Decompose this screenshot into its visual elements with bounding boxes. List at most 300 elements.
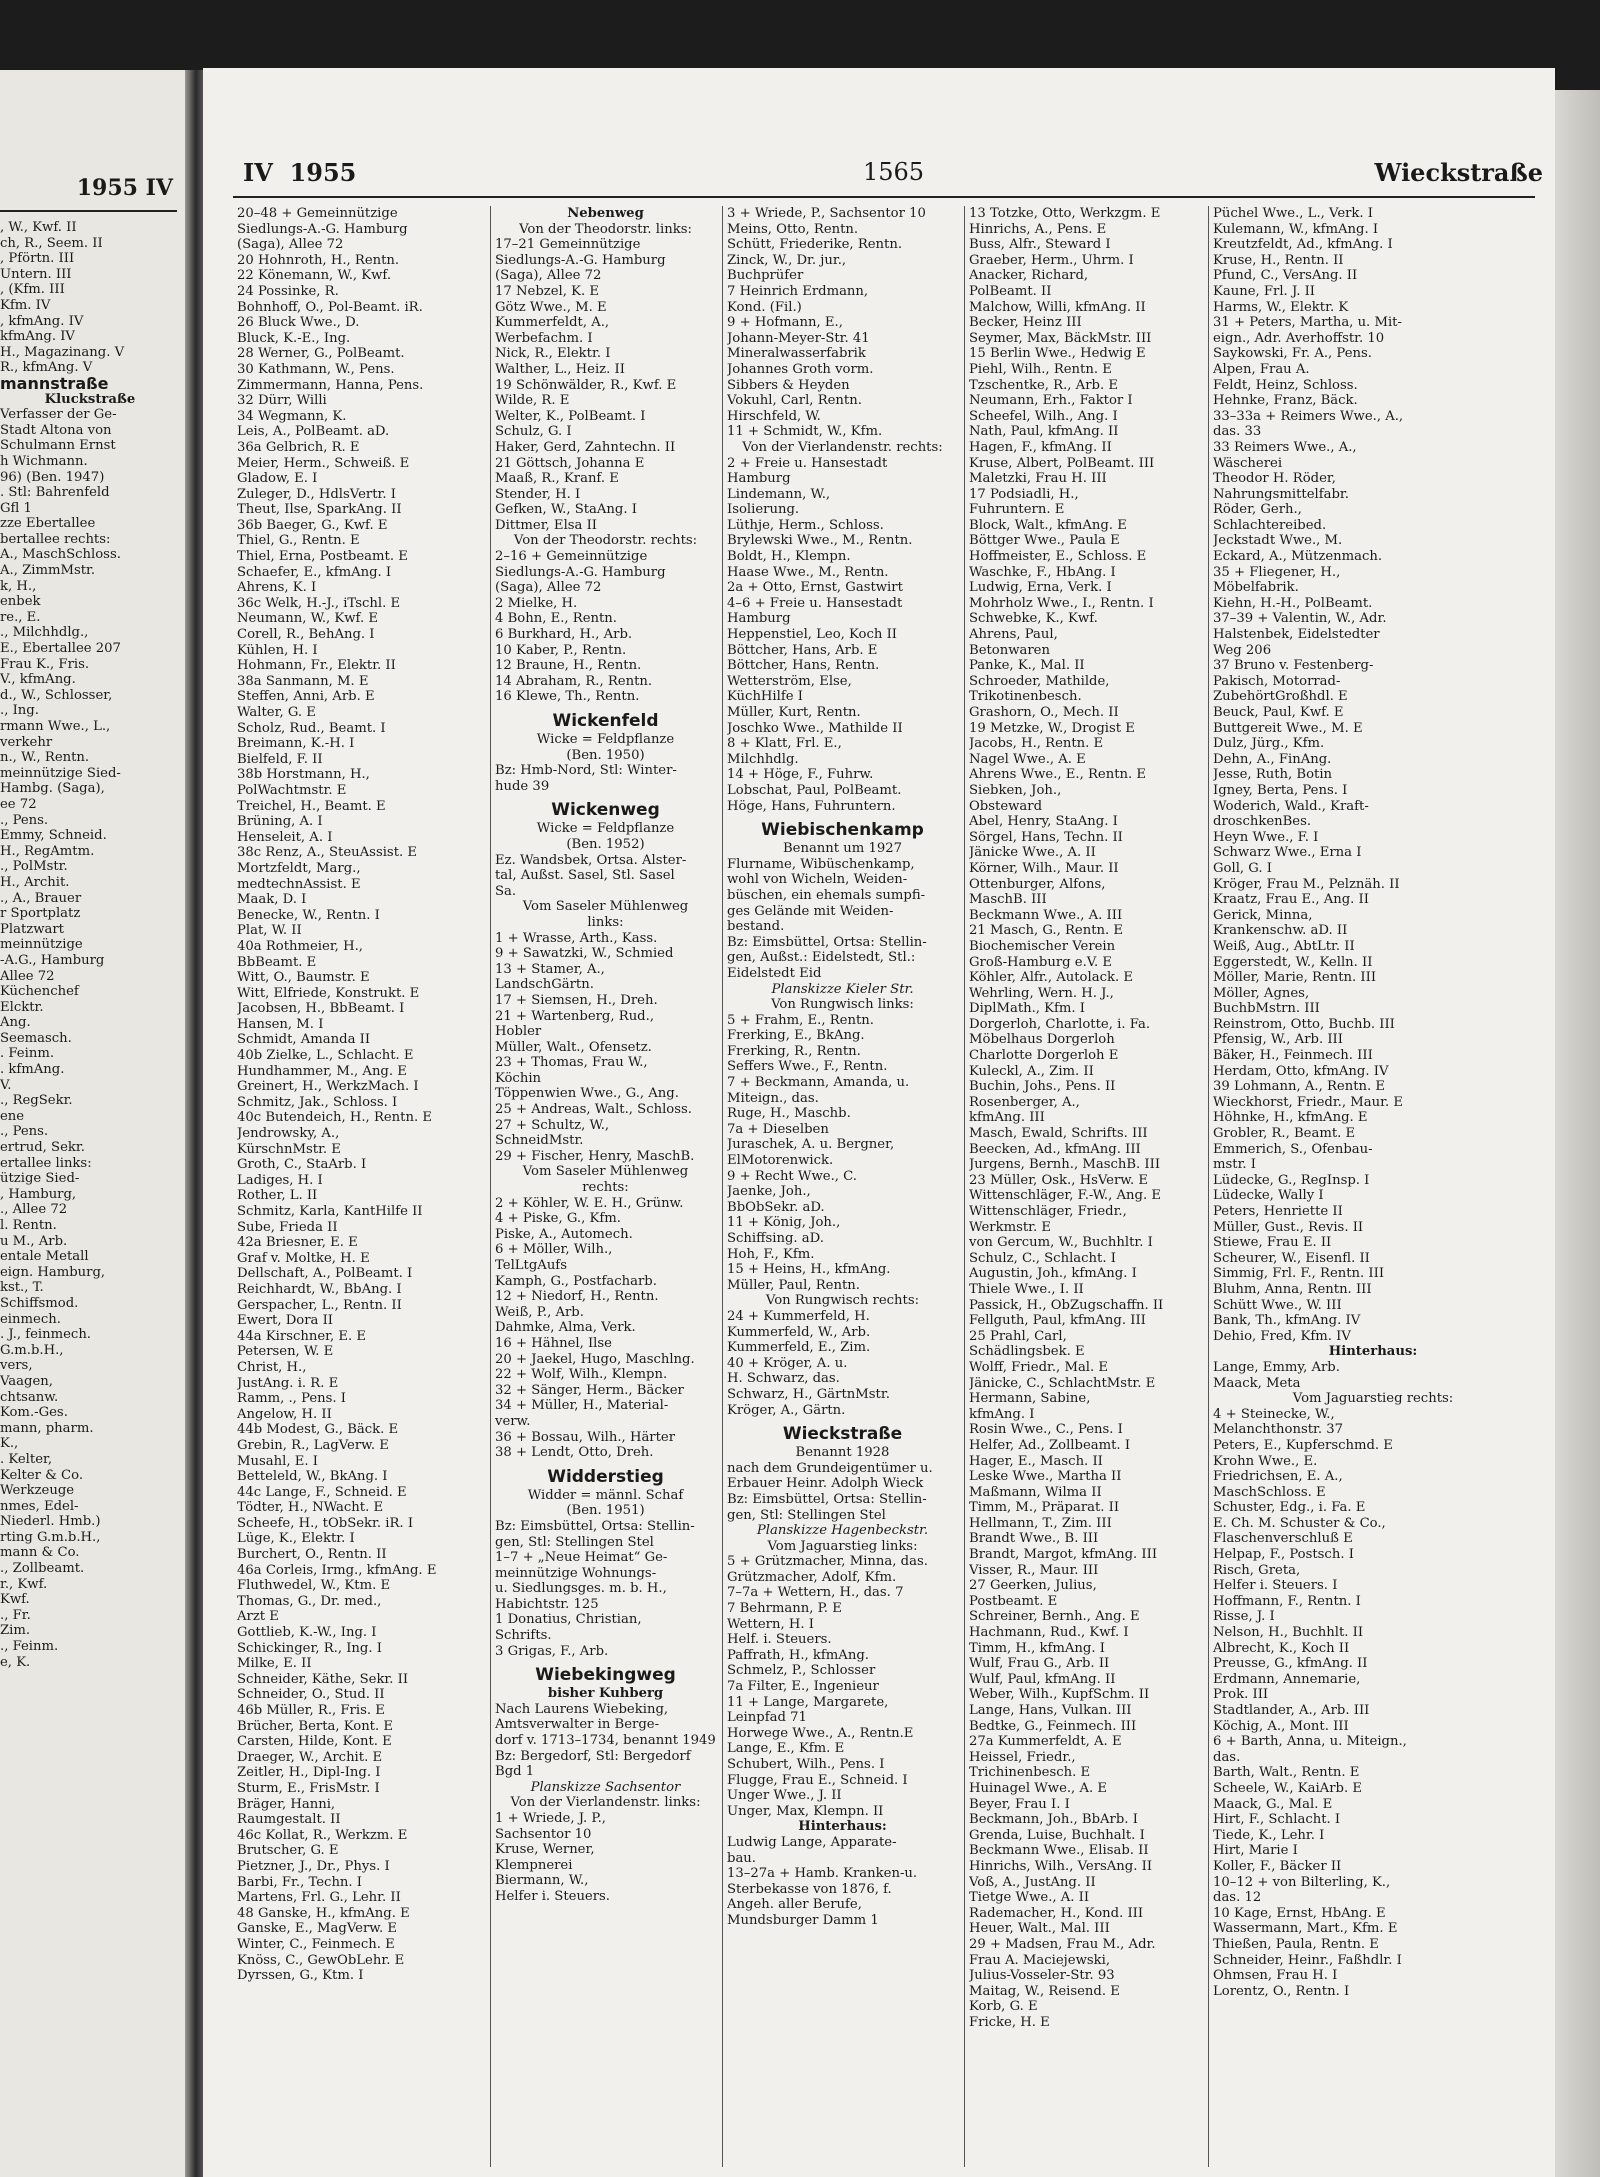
section-note: Benannt um 1927 xyxy=(782,841,903,857)
directory-entry: Müller, Kurt, Rentn. xyxy=(727,705,861,720)
directory-entry: 48 Ganske, H., kfmAng. E xyxy=(237,1905,410,1921)
left-page-line: Kelter & Co. xyxy=(0,1467,84,1483)
directory-entry: Thießen, Paula, Rentn. E xyxy=(1213,1936,1379,1952)
directory-entry: Frerking, E., BkAng. xyxy=(727,1028,865,1044)
left-page-line: Gfl 1 xyxy=(0,500,32,516)
directory-entry: Grebin, R., LagVerw. E xyxy=(237,1437,389,1453)
left-page-line: mann, pharm. xyxy=(0,1420,94,1436)
directory-entry: Körner, Wilh., Maur. II xyxy=(969,860,1119,876)
directory-entry: Meins, Otto, Rentn. xyxy=(727,221,859,237)
directory-entry: Biochemischer Verein xyxy=(969,938,1116,954)
directory-entry: Knöss, C., GewObLehr. E xyxy=(237,1952,405,1968)
directory-entry: Nahrungsmittelfabr. xyxy=(1213,486,1349,502)
section-note: Von Rungwisch rechts: xyxy=(765,1293,920,1309)
directory-entry: Burchert, O., Rentn. II xyxy=(237,1547,387,1563)
directory-entry: Hermann, Sabine, xyxy=(969,1391,1091,1407)
directory-entry: Helfer i. Steuers. xyxy=(495,1888,611,1904)
left-page-line: Allee 72 xyxy=(0,968,55,984)
left-page-line: einmech. xyxy=(0,1311,61,1327)
directory-entry: Nagel Wwe., A. E xyxy=(969,751,1086,767)
directory-entry: Röder, Gerh., xyxy=(1213,502,1302,518)
directory-entry: Dorgerloh, Charlotte, i. Fa. xyxy=(969,1016,1151,1032)
left-page-line: eign. Hamburg, xyxy=(0,1264,106,1280)
left-page-line: e, K. xyxy=(0,1654,31,1670)
directory-entry: Möller, Agnes, xyxy=(1213,985,1310,1001)
left-page-line: bertallee rechts: xyxy=(0,531,111,547)
directory-entry: Heissel, Friedr., xyxy=(969,1749,1076,1765)
directory-entry: Bank, Th., kfmAng. IV xyxy=(1213,1313,1361,1329)
directory-entry: Scholz, Rud., Beamt. I xyxy=(237,720,386,736)
directory-entry: Sterbekasse von 1876, f. xyxy=(727,1881,892,1897)
directory-entry: Bräger, Hanni, xyxy=(237,1796,336,1812)
directory-entry: Heuer, Walt., Mal. III xyxy=(969,1921,1110,1937)
directory-entry: Schneider, O., Stud. II xyxy=(237,1687,385,1703)
directory-entry: KüchHilfe I xyxy=(727,689,803,705)
directory-entry: Götz Wwe., M. E xyxy=(495,299,607,315)
directory-entry: meinnützige Wohnungs- xyxy=(495,1565,657,1581)
directory-entry: Kond. (Fil.) xyxy=(727,299,802,315)
directory-entry: Kruse, Werner, xyxy=(495,1842,595,1858)
directory-entry: Heppenstiel, Leo, Koch II xyxy=(727,627,897,643)
directory-entry: 40 + Kröger, A. u. xyxy=(727,1355,848,1371)
left-page-line: Zim. xyxy=(0,1623,31,1639)
directory-entry: 23 Müller, Osk., HsVerw. E xyxy=(969,1172,1149,1188)
directory-entry: Krohn Wwe., E. xyxy=(1213,1453,1318,1469)
directory-entry: Stender, H. I xyxy=(495,486,581,502)
directory-entry: Harms, W., Elektr. K xyxy=(1213,299,1349,315)
directory-entry: 20 Hohnroth, H., Rentn. xyxy=(237,252,400,268)
columns-container xyxy=(233,206,1539,2167)
directory-entry: Bäker, H., Feinmech. III xyxy=(1213,1048,1373,1064)
directory-entry: Tödter, H., NWacht. E xyxy=(237,1500,384,1516)
directory-entry: Jendrowsky, A., xyxy=(237,1126,340,1142)
directory-entry: 11 + Schmidt, W., Kfm. xyxy=(727,424,883,440)
left-page-line: kfmAng. IV xyxy=(0,329,75,345)
directory-entry: büschen, ein ehemals sumpfi- xyxy=(727,887,926,903)
directory-entry: Piehl, Wilh., Rentn. E xyxy=(969,361,1112,377)
directory-entry: Möbelfabrik. xyxy=(1213,580,1299,596)
street-heading: Wiebekingweg xyxy=(535,1665,676,1686)
left-page-line: Kluckstraße xyxy=(44,391,136,407)
directory-entry: Pfensig, W., Arb. III xyxy=(1213,1032,1343,1048)
directory-entry: Petersen, W. E xyxy=(237,1344,334,1360)
directory-entry: 9 + Recht Wwe., C. xyxy=(727,1168,857,1184)
directory-entry: Charlotte Dorgerloh E xyxy=(969,1048,1119,1064)
directory-entry: droschkenBes. xyxy=(1213,814,1312,830)
directory-entry: Hamburg xyxy=(727,471,791,487)
directory-entry: Schrifts. xyxy=(495,1628,552,1644)
directory-entry: BbBeamt. E xyxy=(237,954,317,970)
directory-entry: Maack, Meta xyxy=(1213,1375,1301,1391)
left-page-line: R., kfmAng. V xyxy=(0,360,93,376)
directory-entry: kfmAng. I xyxy=(969,1406,1035,1422)
directory-entry: Barth, Walt., Rentn. E xyxy=(1213,1765,1360,1781)
directory-entry: wohl von Wicheln, Weiden- xyxy=(727,872,908,888)
left-page-line: ., Allee 72 xyxy=(0,1202,68,1218)
directory-entry: Jurgens, Bernh., MaschB. III xyxy=(969,1157,1161,1173)
directory-entry: Wittenschläger, Friedr., xyxy=(969,1204,1127,1219)
directory-entry: 32 + Sänger, Herm., Bäcker xyxy=(495,1382,684,1398)
directory-entry: Halstenbek, Eidelstedter xyxy=(1213,627,1380,643)
volume-label: IV xyxy=(243,158,273,187)
section-note: Von Rungwisch links: xyxy=(771,997,914,1013)
directory-entry: Obsteward xyxy=(969,798,1043,814)
directory-entry: Lobschat, Paul, PolBeamt. xyxy=(727,782,902,798)
section-note: Von der Vierlandenstr. rechts: xyxy=(742,439,943,455)
left-page-column xyxy=(0,220,180,1670)
directory-entry: Benecke, W., Rentn. I xyxy=(237,907,380,923)
directory-entry: Simmig, Frl. F., Rentn. III xyxy=(1213,1266,1385,1282)
directory-entry: Frerking, R., Rentn. xyxy=(727,1043,861,1059)
directory-entry: Schneider, Heinr., Faßhdlr. I xyxy=(1213,1952,1402,1968)
left-page-line: entale Metall xyxy=(0,1249,89,1265)
directory-entry: 40c Butendeich, H., Rentn. E xyxy=(237,1110,432,1126)
section-note: Widder = männl. Schaf xyxy=(527,1487,684,1503)
directory-entry: Müller, Paul, Rentn. xyxy=(727,1277,860,1293)
directory-entry: 4 Bohn, E., Rentn. xyxy=(495,611,617,627)
left-page-line: enbek xyxy=(0,594,41,610)
directory-entry: Brüning, A. I xyxy=(237,814,323,830)
directory-entry: Mundsburger Damm 1 xyxy=(727,1912,879,1928)
directory-entry: Jacobsen, H., BbBeamt. I xyxy=(237,1001,405,1017)
directory-entry: Hinrichs, A., Pens. E xyxy=(969,221,1107,237)
column-4 xyxy=(965,206,1209,2167)
directory-entry: Friedrichsen, E. A., xyxy=(1213,1469,1343,1485)
street-heading: Wieckstraße xyxy=(782,1424,903,1445)
left-page-line: ., Milchhdlg., xyxy=(0,625,89,641)
directory-entry: Stiewe, Frau E. II xyxy=(1213,1235,1332,1251)
directory-entry: Grenda, Luise, Buchhalt. I xyxy=(969,1827,1145,1843)
section-note: Von der Vierlandenstr. links: xyxy=(510,1795,701,1811)
directory-entry: medtechnAssist. E xyxy=(237,876,361,892)
directory-entry: gen, Stl: Stellingen Stel xyxy=(495,1534,654,1550)
directory-entry: 11 + König, Joh., xyxy=(727,1215,841,1231)
directory-entry: PolBeamt. II xyxy=(969,283,1052,299)
section-note: Benannt 1928 xyxy=(795,1445,890,1461)
directory-entry: Ganske, E., MagVerw. E xyxy=(237,1921,397,1937)
left-page-line: Platzwart xyxy=(0,921,64,937)
left-page-line: ee 72 xyxy=(0,796,37,812)
directory-entry: Hobler xyxy=(495,1024,542,1040)
directory-entry: 1 + Wrasse, Arth., Kass. xyxy=(495,930,658,946)
directory-entry: Postbeamt. E xyxy=(969,1593,1058,1609)
directory-entry: Bohnhoff, O., Pol-Beamt. iR. xyxy=(237,299,423,315)
directory-entry: Trichinenbesch. E xyxy=(969,1765,1091,1781)
left-page-line: rmann Wwe., L., xyxy=(0,719,111,734)
left-page-line: k, H., xyxy=(0,578,37,594)
directory-entry: Buchin, Johs., Pens. II xyxy=(969,1079,1116,1095)
directory-entry: 30 Kathmann, W., Pens. xyxy=(237,361,395,377)
left-page-line: , Pförtn. III xyxy=(0,251,75,267)
directory-entry: Block, Walt., kfmAng. E xyxy=(969,517,1127,533)
directory-entry: 17 + Siemsen, H., Dreh. xyxy=(495,992,658,1008)
directory-entry: Helpap, F., Postsch. I xyxy=(1213,1547,1354,1563)
directory-entry: Dittmer, Elsa II xyxy=(495,517,598,533)
directory-entry: 24 Possinke, R. xyxy=(237,283,339,299)
directory-entry: 2a + Otto, Ernst, Gastwirt xyxy=(727,580,903,596)
page-edge xyxy=(1555,90,1600,2177)
directory-entry: Brandt Wwe., B. III xyxy=(969,1531,1099,1547)
left-page-line: H., Archit. xyxy=(0,874,70,890)
column-3 xyxy=(723,206,965,2167)
directory-entry: eign., Adr. Averhoffstr. 10 xyxy=(1213,330,1385,346)
directory-entry: Helfer, Ad., Zollbeamt. I xyxy=(969,1437,1131,1453)
directory-entry: Mortzfeldt, Marg., xyxy=(237,860,361,876)
directory-entry: 4–6 + Freie u. Hansestadt xyxy=(727,595,903,611)
directory-entry: Köchig, A., Mont. III xyxy=(1213,1718,1349,1734)
directory-entry: Lange, E., Kfm. E xyxy=(727,1741,845,1757)
directory-entry: Beckmann Wwe., Elisab. II xyxy=(969,1843,1149,1859)
directory-page xyxy=(203,68,1555,2177)
directory-entry: 7a + Dieselben xyxy=(727,1121,829,1137)
directory-entry: Corell, R., BehAng. I xyxy=(237,627,375,643)
directory-entry: Masch, Ewald, Schrifts. III xyxy=(969,1126,1148,1142)
directory-entry: Thiele Wwe., I. II xyxy=(969,1281,1084,1297)
directory-entry: 10 Kage, Ernst, HbAng. E xyxy=(1213,1905,1386,1921)
directory-entry: 5 + Grützmacher, Minna, das. xyxy=(727,1554,928,1570)
directory-entry: Albrecht, K., Koch II xyxy=(1213,1640,1350,1656)
directory-entry: Böttcher, Hans, Arb. E xyxy=(727,642,878,658)
directory-entry: H. Schwarz, das. xyxy=(727,1371,840,1387)
directory-entry: 42a Briesner, E. E xyxy=(237,1235,358,1251)
directory-entry: Groth, C., StaArb. I xyxy=(237,1157,367,1173)
directory-entry: Mineralwasserfabrik xyxy=(727,346,866,362)
directory-entry: Visser, R., Maur. III xyxy=(969,1562,1099,1578)
directory-entry: 24 + Kummerfeld, H. xyxy=(727,1308,870,1324)
directory-entry: 36c Welk, H.-J., iTschl. E xyxy=(237,595,401,611)
directory-entry: Gerick, Minna, xyxy=(1213,907,1313,923)
directory-entry: Hundhammer, M., Ang. E xyxy=(237,1063,407,1079)
directory-entry: Haker, Gerd, Zahntechn. II xyxy=(495,439,676,455)
directory-entry: Hagen, F., kfmAng. II xyxy=(969,439,1112,455)
directory-entry: Siedlungs-A.-G. Hamburg xyxy=(237,221,408,237)
left-page-line: meinnützige Sied- xyxy=(0,765,121,781)
left-page-line: Stadt Altona von xyxy=(0,422,112,438)
column-1 xyxy=(233,206,491,2167)
directory-entry: Passick, H., ObZugschaffn. II xyxy=(969,1297,1164,1313)
section-note: (Ben. 1950) xyxy=(566,747,645,763)
directory-entry: Rosin Wwe., C., Pens. I xyxy=(969,1422,1123,1438)
directory-entry: Jesse, Ruth, Botin xyxy=(1213,767,1333,783)
directory-entry: Hellmann, T., Zim. III xyxy=(969,1515,1112,1531)
directory-entry: Wittenschläger, F.-W., Ang. E xyxy=(969,1188,1161,1204)
left-page-line: ., Feinm. xyxy=(0,1639,59,1655)
directory-entry: Maitag, W., Reisend. E xyxy=(969,1983,1120,1999)
directory-entry: Buss, Alfr., Steward I xyxy=(969,237,1111,253)
directory-entry: 6 + Möller, Wilh., xyxy=(495,1242,613,1258)
left-page-line: Verfasser der Ge- xyxy=(0,407,117,423)
directory-entry: Zinck, W., Dr. jur., xyxy=(727,252,847,268)
directory-entry: Flaschenverschluß E xyxy=(1213,1531,1353,1547)
directory-entry: Frau A. Maciejewski, xyxy=(969,1952,1111,1968)
directory-entry: Hansen, M. I xyxy=(237,1016,324,1032)
directory-entry: Feldt, Heinz, Schloss. xyxy=(1213,377,1358,393)
directory-entry: Scheefe, H., tObSekr. iR. I xyxy=(237,1515,414,1531)
directory-entry: Meier, Herm., Schweiß. E xyxy=(237,455,410,471)
directory-entry: Barbi, Fr., Techn. I xyxy=(237,1874,363,1890)
directory-entry: 16 + Hähnel, Ilse xyxy=(495,1335,612,1351)
directory-entry: Betteleld, W., BkAng. I xyxy=(237,1469,388,1485)
directory-entry: Höhnke, H., kfmAng. E xyxy=(1213,1110,1368,1126)
directory-entry: 46c Kollat, R., Werkzm. E xyxy=(237,1827,408,1843)
directory-entry: Müller, Gust., Revis. II xyxy=(1213,1219,1364,1235)
directory-entry: 4 + Piske, G., Kfm. xyxy=(495,1211,621,1227)
directory-entry: Hoffmann, F., Rentn. I xyxy=(1213,1593,1361,1609)
directory-entry: Risse, J. I xyxy=(1213,1609,1275,1625)
directory-entry: 21 Masch, G., Rentn. E xyxy=(969,923,1124,939)
directory-entry: LandschGärtn. xyxy=(495,977,594,993)
directory-entry: 44c Lange, F., Schneid. E xyxy=(237,1484,407,1500)
left-page-line: Schiffsmod. xyxy=(0,1295,79,1311)
directory-entry: 15 + Heins, H., kfmAng. xyxy=(727,1262,891,1278)
directory-entry: Bluhm, Anna, Rentn. III xyxy=(1213,1281,1372,1297)
left-page-line: ., Pens. xyxy=(0,1124,49,1140)
directory-entry: Schütt Wwe., W. III xyxy=(1213,1297,1342,1313)
directory-entry: 32 Dürr, Willi xyxy=(237,393,327,409)
directory-entry: Schmidt, Amanda II xyxy=(237,1032,371,1048)
directory-entry: 19 Metzke, W., Drogist E xyxy=(969,720,1135,736)
directory-entry: Brylewski Wwe., M., Rentn. xyxy=(727,533,913,549)
directory-entry: 5 + Frahm, E., Rentn. xyxy=(727,1012,874,1028)
directory-entry: 7a Filter, E., Ingenieur xyxy=(727,1679,879,1695)
section-note: Von der Theodorstr. links: xyxy=(519,221,692,237)
left-page-line: H., Magazinang. V xyxy=(0,344,125,360)
directory-entry: Bz: Eimsbüttel, Ortsa: Stellin- xyxy=(727,1491,927,1507)
directory-entry: Seymer, Max, BäckMstr. III xyxy=(969,330,1152,346)
directory-entry: Ottenburger, Alfons, xyxy=(969,876,1106,892)
directory-entry: 29 + Madsen, Frau M., Adr. xyxy=(969,1936,1156,1952)
directory-entry: Gefken, W., StaAng. I xyxy=(495,502,637,518)
directory-entry: gen, Stl: Stellingen Stel xyxy=(727,1507,886,1523)
directory-entry: 33 Reimers Wwe., A., xyxy=(1213,439,1357,455)
directory-entry: 26 Bluck Wwe., D. xyxy=(237,315,360,331)
directory-entry: ElMotorenwick. xyxy=(727,1153,834,1169)
directory-entry: Sachsentor 10 xyxy=(495,1826,592,1842)
directory-entry: 6 + Barth, Anna, u. Miteign., xyxy=(1213,1734,1407,1750)
directory-entry: Kaune, Frl. J. II xyxy=(1213,283,1316,299)
directory-entry: 16 Klewe, Th., Rentn. xyxy=(495,689,640,705)
directory-entry: Müller, Walt., Ofensetz. xyxy=(495,1039,652,1055)
directory-entry: Böttcher, Hans, Rentn. xyxy=(727,658,880,674)
left-page-line: Seemasch. xyxy=(0,1030,72,1046)
directory-entry: Boldt, H., Klempn. xyxy=(727,549,851,565)
directory-entry: Hachmann, Rud., Kwf. I xyxy=(969,1625,1129,1641)
directory-entry: 34 + Müller, H., Material- xyxy=(495,1398,669,1414)
directory-entry: Alpen, Frau A. xyxy=(1213,361,1310,377)
book-gutter xyxy=(185,70,203,2177)
directory-entry: Ahrens, Paul, xyxy=(969,627,1058,643)
directory-entry: Schuster, Edg., i. Fa. E xyxy=(1213,1500,1366,1516)
directory-entry: mstr. I xyxy=(1213,1157,1257,1173)
directory-entry: Heyn Wwe., F. I xyxy=(1213,829,1319,845)
directory-entry: Dyrssen, G., Ktm. I xyxy=(237,1968,364,1984)
directory-entry: Leis, A., PolBeamt. aD. xyxy=(237,424,390,440)
directory-entry: Milke, E. II xyxy=(237,1656,312,1672)
directory-entry: Herdam, Otto, kfmAng. IV xyxy=(1213,1063,1389,1079)
left-page-line: G.m.b.H., xyxy=(0,1342,64,1358)
directory-entry: Betonwaren xyxy=(969,642,1050,658)
directory-entry: Beecken, Ad., kfmAng. III xyxy=(969,1141,1141,1157)
section-note: Nebenweg xyxy=(567,206,644,221)
directory-entry: Hohmann, Fr., Elektr. II xyxy=(237,658,396,674)
left-page-line: A., ZimmMstr. xyxy=(0,563,96,579)
left-page-line: u M., Arb. xyxy=(0,1233,68,1249)
directory-entry: Johann-Meyer-Str. 41 xyxy=(727,330,870,346)
directory-entry: Jacobs, H., Rentn. E xyxy=(969,736,1104,752)
directory-entry: Schwebke, K., Kwf. xyxy=(969,611,1098,627)
directory-entry: Köhler, Alfr., Autolack. E xyxy=(969,970,1133,986)
left-page-line: meinnützige xyxy=(0,937,83,953)
section-note: (Ben. 1952) xyxy=(566,836,645,852)
header-rule xyxy=(233,196,1535,198)
directory-entry: 17 Podsiadli, H., xyxy=(969,486,1079,502)
directory-entry: 38 + Lendt, Otto, Dreh. xyxy=(495,1445,654,1461)
directory-entry: Maßmann, Wilma II xyxy=(969,1484,1102,1500)
left-page-line: r., Kwf. xyxy=(0,1576,48,1592)
directory-entry: Töppenwien Wwe., G., Ang. xyxy=(495,1086,679,1102)
directory-entry: Schulz, C., Schlacht. I xyxy=(969,1250,1116,1266)
directory-entry: ges Gelände mit Weiden- xyxy=(727,903,894,919)
directory-entry: Christ, H., xyxy=(237,1359,307,1375)
left-page-line: verkehr xyxy=(0,734,53,750)
left-page-line: Frau K., Fris. xyxy=(0,656,90,672)
directory-entry: Werkmstr. E xyxy=(969,1219,1052,1235)
directory-entry: Breimann, K.-H. I xyxy=(237,736,355,752)
directory-entry: 25 Prahl, Carl, xyxy=(969,1328,1067,1344)
directory-entry: Peters, E., Kupferschmd. E xyxy=(1213,1437,1393,1453)
section-note: bisher Kuhberg xyxy=(547,1686,664,1702)
directory-entry: Hinrichs, Wilh., VersAng. II xyxy=(969,1858,1153,1874)
directory-entry: Witt, Elfriede, Konstrukt. E xyxy=(237,985,420,1001)
left-page-line: mannstraße xyxy=(0,375,109,392)
directory-entry: 22 Könemann, W., Kwf. xyxy=(237,268,392,284)
directory-entry: 8 + Klatt, Frl. E., xyxy=(727,736,842,752)
directory-entry: das. 33 xyxy=(1213,424,1262,440)
left-page-line: r Sportplatz xyxy=(0,906,81,922)
section-note: Vom Jaguarstieg rechts: xyxy=(1292,1391,1454,1407)
directory-entry: Helf. i. Steuers. xyxy=(727,1632,832,1648)
left-page-line: rting G.m.b.H., xyxy=(0,1529,101,1545)
directory-entry: Ohmsen, Frau H. I xyxy=(1213,1968,1338,1984)
directory-entry: Theut, Ilse, SparkAng. II xyxy=(237,502,402,518)
directory-entry: Sube, Frieda II xyxy=(237,1219,338,1235)
section-note: Vom Jaguarstieg links: xyxy=(767,1538,918,1554)
directory-entry: 1 + Wriede, J. P., xyxy=(495,1811,606,1826)
directory-entry: Emmerich, S., Ofenbau- xyxy=(1213,1141,1373,1157)
directory-entry: Angeh. aller Berufe, xyxy=(727,1897,862,1913)
section-note: Hinterhaus: xyxy=(798,1819,887,1835)
directory-entry: Möller, Marie, Rentn. III xyxy=(1213,970,1377,986)
directory-entry: Tietge Wwe., A. II xyxy=(969,1890,1090,1906)
directory-entry: Siebken, Joh., xyxy=(969,782,1062,798)
directory-entry: Ez. Wandsbek, Ortsa. Alster- xyxy=(495,852,687,868)
directory-entry: Jänicke, C., SchlachtMstr. E xyxy=(969,1375,1156,1391)
directory-entry: Maak, D. I xyxy=(237,892,307,908)
directory-entry: Draeger, W., Archit. E xyxy=(237,1749,383,1765)
directory-entry: Rosenberger, A., xyxy=(969,1094,1080,1110)
directory-entry: Ludwig, Erna, Verk. I xyxy=(969,580,1112,596)
directory-entry: Weg 206 xyxy=(1213,642,1272,658)
directory-entry: Dehn, A., FinAng. xyxy=(1213,751,1332,767)
directory-entry: das. 12 xyxy=(1213,1890,1262,1906)
directory-entry: Beckmann, Joh., BbArb. I xyxy=(969,1812,1138,1828)
directory-entry: Henseleit, A. I xyxy=(237,829,333,845)
directory-entry: 19 Schönwälder, R., Kwf. E xyxy=(495,377,677,393)
left-page-line: ., Zollbeamt. xyxy=(0,1561,85,1577)
directory-entry: 14 Abraham, R., Rentn. xyxy=(495,673,653,689)
directory-entry: Hirschfeld, W. xyxy=(727,408,821,424)
directory-entry: Nath, Paul, kfmAng. II xyxy=(969,424,1119,440)
